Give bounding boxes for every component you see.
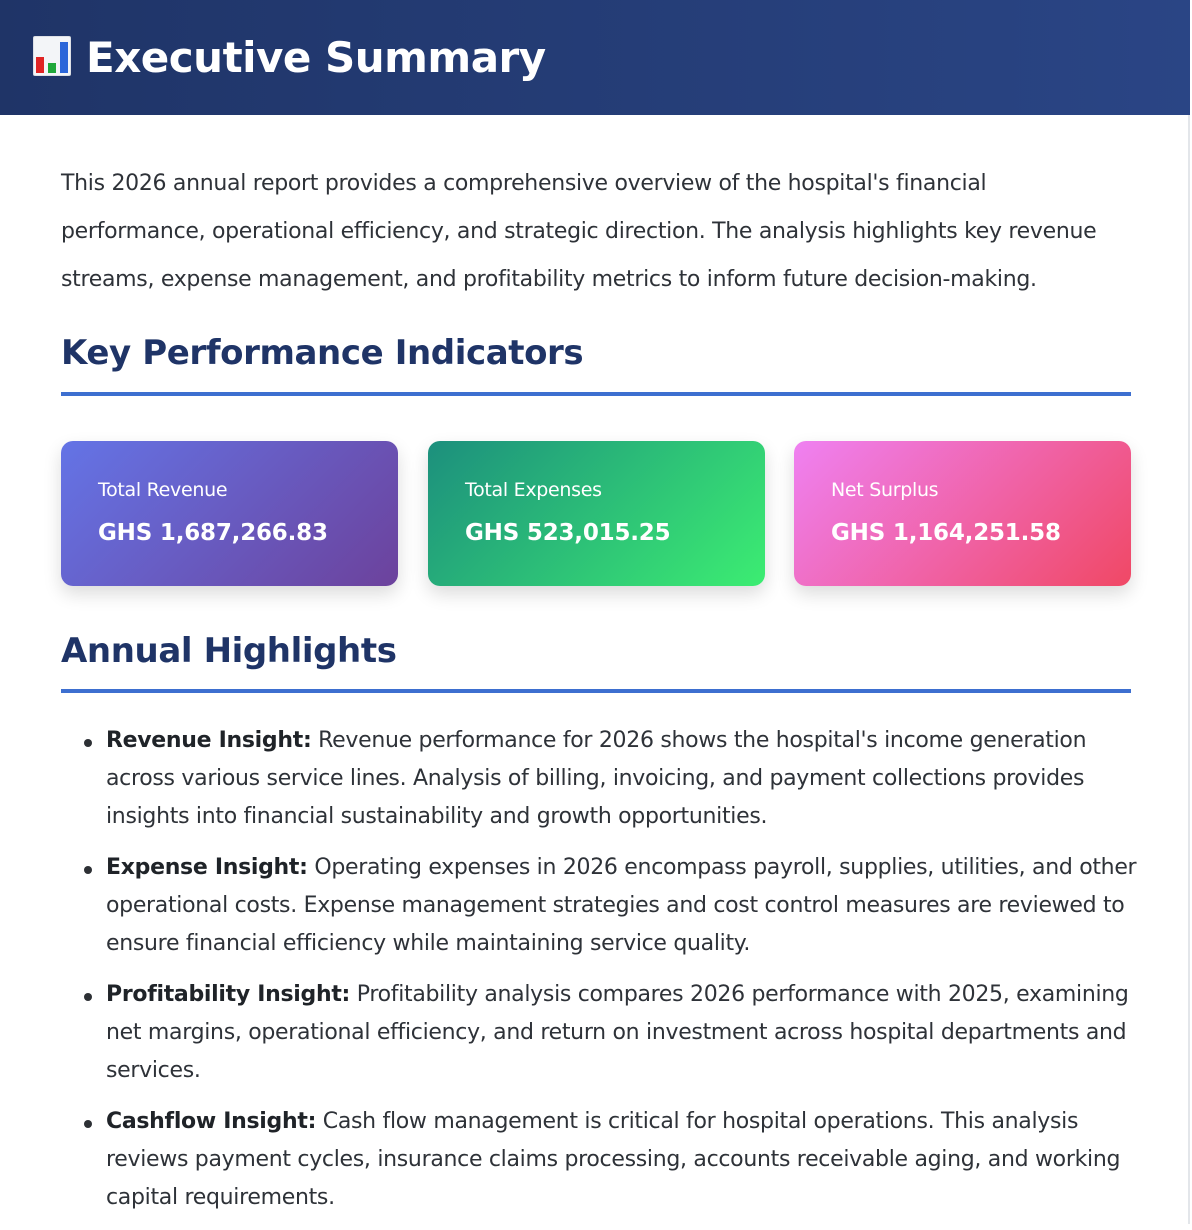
bullet-icon: [84, 866, 92, 874]
highlight-text: Profitability analysis compares 2026 performance with 2025, examining net margins, operational efficiency, and return on investment across hospital departments and services.: [106, 982, 1129, 1083]
kpi-card-net-surplus: [794, 441, 1131, 586]
list-item: [80, 1103, 1140, 1217]
highlight-label: Profitability Insight:: [106, 982, 351, 1007]
kpi-label: Total Revenue: [98, 479, 228, 501]
kpi-section-rule: [61, 392, 1131, 396]
kpi-card-total-expenses: [428, 441, 765, 586]
page-title: Executive Summary: [86, 33, 546, 82]
highlights-section-rule: [61, 689, 1131, 693]
header-banner: [0, 0, 1190, 115]
highlight-label: Expense Insight:: [106, 855, 308, 880]
bullet-icon: [84, 1120, 92, 1128]
highlight-label: Revenue Insight:: [106, 728, 312, 753]
highlights-section-title: Annual Highlights: [61, 631, 397, 671]
bar-chart-icon: [33, 36, 71, 76]
list-item: [80, 976, 1140, 1090]
highlights-list: [80, 722, 1140, 1230]
bullet-icon: [84, 739, 92, 747]
highlight-label: Cashflow Insight:: [106, 1109, 317, 1134]
highlight-text: Cash flow management is critical for hospital operations. This analysis reviews payment cycles, insurance claims processing, accounts receivable aging, and working capital requirements.: [106, 1109, 1121, 1210]
list-item: [80, 849, 1140, 963]
kpi-card-total-revenue: [61, 441, 398, 586]
intro-paragraph: This 2026 annual report provides a comprehensive overview of the hospital's financial performance, operational efficiency, and strategic direction. The analysis highlights key revenue streams, expense management, and profitability metrics to inform future decision-making.: [61, 171, 1097, 292]
list-item: [80, 722, 1140, 836]
kpi-label: Total Expenses: [465, 479, 602, 501]
kpi-section-title: Key Performance Indicators: [61, 333, 584, 373]
highlight-text: Revenue performance for 2026 shows the hospital's income generation across various service lines. Analysis of billing, invoicing, and payment collections provides insights into financial sustainability and growth opportunities.: [106, 728, 1087, 829]
kpi-value: GHS 1,164,251.58: [831, 520, 1061, 546]
kpi-value: GHS 1,687,266.83: [98, 520, 328, 546]
bullet-icon: [84, 993, 92, 1001]
kpi-value: GHS 523,015.25: [465, 520, 671, 546]
kpi-label: Net Surplus: [831, 479, 939, 501]
highlight-text: Operating expenses in 2026 encompass payroll, supplies, utilities, and other operational costs. Expense management strategies and cost control measures are reviewed to ensure financial efficiency while maintaining service quality.: [106, 855, 1137, 956]
